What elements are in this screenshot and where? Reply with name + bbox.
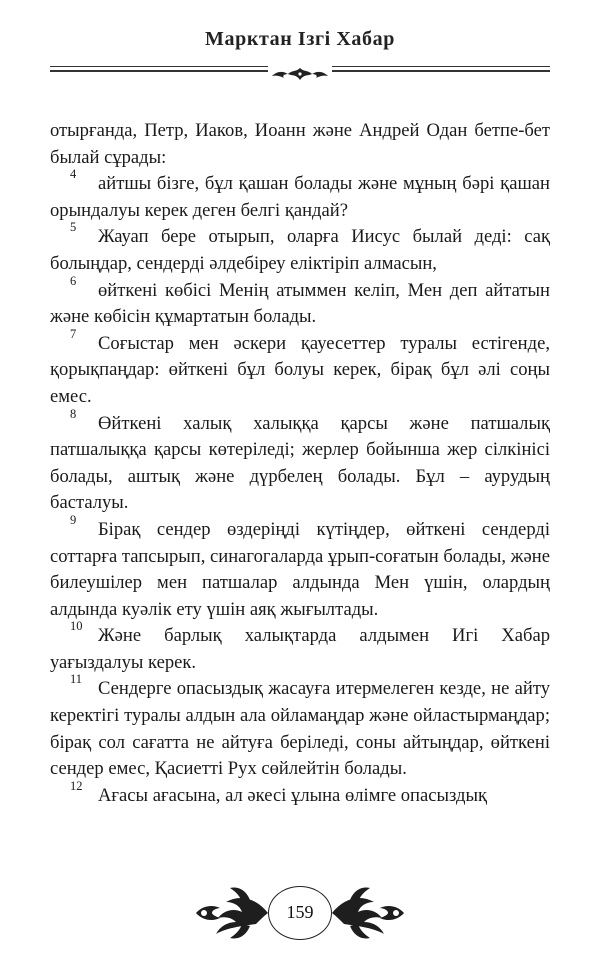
verse-number: 11: [70, 672, 83, 687]
verse-number: 7: [70, 326, 77, 341]
verse-number: 12: [70, 778, 83, 793]
verse-text: Сендерге опасыздық жасауға итермелеген кезде, не айту керектігі туралы алдын ала ойламаңдар және ойластырмаңдар; бірақ сол сағатта не айтуға беріледі, соны айтыңдар, өйткені сендер емес, Қасиетті Рух сөйлейтін болады.: [50, 678, 550, 780]
verse-5: [50, 220, 550, 277]
verse-6: [50, 273, 550, 331]
verse-7: [50, 326, 550, 411]
verse-text: Жауап бере отырып, оларға Иисус былай деді: сақ болыңдар, сендерді әлдебіреу еліктіріп алмасын,: [50, 226, 550, 274]
verse-text: Соғыстар мен әскери қауесеттер туралы естігенде, қорықпаңдар: өйткені бұл болуы керек, бірақ бұл әлі соңы емес.: [50, 332, 550, 407]
verse-text: Және барлық халықтарда алдымен Игі Хабар уағыздалуы керек.: [50, 625, 550, 673]
page-body: [50, 118, 550, 809]
verse-number: 5: [70, 220, 77, 235]
verse-text: Өйткені халық халыққа қарсы және патшалық патшалыққа қарсы көтеріледі; жерлер бойынша жер сілкінісі болады, аштық және дүрбелең болады. Бұл – аурудың басталуы.: [50, 412, 550, 514]
verse-4: [50, 167, 550, 224]
verse-number: 6: [70, 273, 77, 288]
verse-9: [50, 512, 550, 623]
header-ornament-icon: [268, 64, 332, 84]
verse-12: [50, 778, 550, 810]
verse-number: 10: [70, 619, 83, 634]
verse-8: [50, 406, 550, 517]
verse-11: [50, 672, 550, 782]
verse-number: 4: [70, 167, 77, 182]
verse-text: айтшы бізге, бұл қашан болады және мұның бәрі қашан орындалуы керек деген белгі қандай?: [50, 173, 550, 221]
verse-10: [50, 619, 550, 676]
running-header: Марктан Ізгі Хабар: [205, 28, 395, 50]
verse-opening: отырғанда, Петр, Иаков, Иоанн және Андрей Одан бетпе-бет былай сұрады:: [50, 120, 550, 168]
verse-text: Бірақ сендер өздеріңді күтіңдер, өйткені сендерді соттарға тапсырып, синагогаларда ұрып-соғатын болады, және билеушілер мен патшалар алдында Мен үшін, олардың алдында куәлік ету үшін аяқ жығылтады.: [50, 518, 550, 620]
verse-text: Ағасы ағасына, ал әкесі ұлына өлімге опасыздық: [98, 784, 487, 806]
page-number: 159: [286, 902, 314, 922]
verse-text: өйткені көбісі Менің атыммен келіп, Мен деп айтатын және көбісін құмартатын болады.: [50, 279, 550, 328]
verse-number: 8: [70, 406, 77, 421]
verse-number: 9: [70, 512, 77, 527]
